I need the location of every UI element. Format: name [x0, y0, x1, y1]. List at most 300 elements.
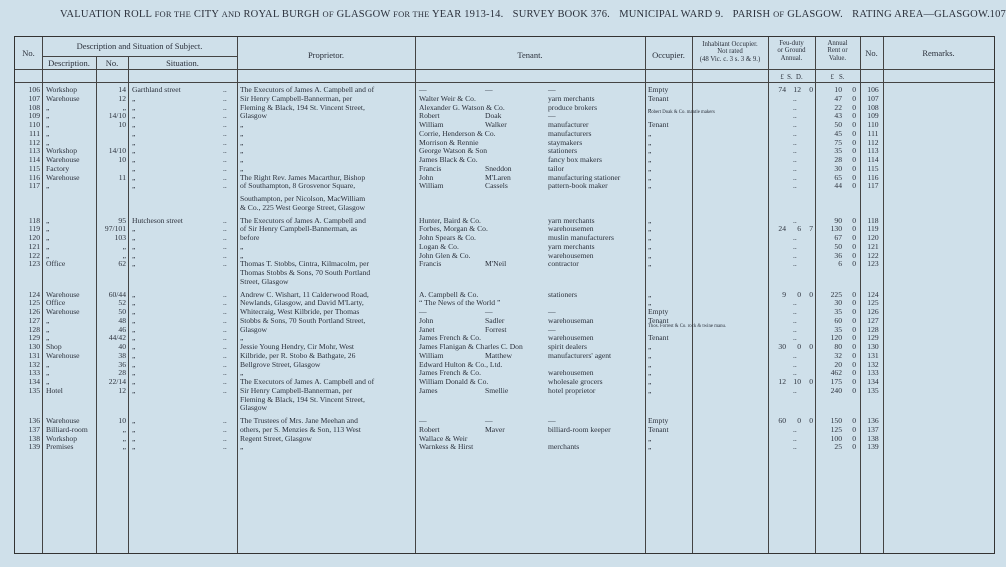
cell-sit: „ [132, 93, 136, 103]
cell-rl: 35 [834, 146, 842, 156]
col-rent-units: £ S. [830, 74, 845, 81]
cell-occ: Empty [648, 416, 669, 425]
leader-dots: .. [223, 342, 227, 351]
cell-dno: 97/101 [104, 224, 126, 234]
col-inhabitant: Inhabitant Occupier. Not rated (48 Vic. c. 3 s. 3 & 9.) [699, 41, 761, 63]
cell-rs: 0 [852, 359, 856, 369]
cell-ten1: Alexander G. Watson & Co. [419, 102, 505, 112]
leader-dots: .. [223, 424, 227, 434]
cell-prop: „ [240, 368, 244, 378]
cell-no: 132 [28, 359, 40, 369]
cell-rs: 0 [852, 433, 856, 443]
cell-desc: „ [46, 137, 50, 147]
leader-dots: .. [223, 120, 227, 129]
cell-desc: „ [46, 377, 50, 386]
cell-no: 106 [28, 85, 40, 94]
cell-no: 139 [28, 442, 40, 452]
cell-occ: „ [648, 163, 652, 173]
cell-no: 112 [28, 137, 40, 147]
cell-ten3: billiard-room keeper [548, 424, 611, 434]
cell-ten2: — [485, 307, 493, 316]
leader-dots: .. [223, 241, 227, 251]
cell-desc: „ [46, 128, 50, 138]
cell-feu-l: 30 [778, 342, 786, 351]
cell-no2: 120 [867, 233, 879, 242]
cell-desc: Warehouse [46, 155, 80, 164]
cell-ten1: Francis [419, 259, 442, 269]
cell-no: 111 [29, 128, 40, 138]
cell-rs: 0 [852, 155, 856, 164]
cell-rs: 0 [852, 259, 856, 269]
cell-rs: 0 [852, 120, 856, 129]
cell-ten1: John Glen & Co. [419, 250, 471, 260]
cell-no2: 106 [867, 85, 879, 94]
leader-dots: .. [793, 163, 797, 173]
cell-rl: 462 [830, 368, 842, 378]
leader-dots: .. [793, 241, 797, 251]
cell-sit: Hutcheson street [132, 215, 183, 225]
header-parish: PARISH OF GLASGOW. [732, 9, 843, 20]
cell-prop: & Co., 225 West George Street, Glasgow [240, 202, 366, 212]
cell-ten3: tailor [548, 163, 565, 173]
cell-dno: „ [122, 442, 126, 452]
cell-ten1: Corrie, Henderson & Co. [419, 128, 496, 138]
cell-ten3: fancy box makers [548, 155, 602, 164]
cell-no2: 115 [867, 163, 879, 173]
cell-desc: Workshop [46, 85, 78, 94]
table-row [15, 425, 994, 434]
leader-dots: .. [223, 233, 227, 242]
cell-rs: 0 [852, 146, 856, 156]
cell-feu-d: 0 [809, 342, 813, 351]
table-row [15, 342, 994, 351]
cell-prop: Jessie Young Hendry, Cir Mohr, West [240, 342, 355, 351]
cell-no: 122 [28, 250, 40, 260]
leader-dots: .. [223, 215, 227, 225]
cell-occ: „ [648, 385, 652, 395]
cell-prop: The Trustees of Mrs. Jane Meehan and [240, 416, 358, 425]
cell-ten3: hotel proprietor [548, 385, 596, 395]
cell-occ: „ [648, 368, 652, 378]
cell-feu-d: 0 [809, 289, 813, 299]
cell-feu-s: 6 [797, 224, 801, 234]
cell-occ: „ [648, 128, 652, 138]
leader-dots: .. [223, 111, 227, 121]
page-header [60, 9, 1006, 23]
cell-prop: „ [240, 146, 244, 156]
cell-prop: Kilbride, per R. Stobo & Bathgate, 26 [240, 350, 356, 360]
cell-prop: Southampton, per Nicolson, MacWilliam [240, 194, 366, 203]
table-row [15, 164, 994, 173]
col-remarks: Remarks. [922, 48, 955, 58]
leader-dots: .. [223, 307, 227, 316]
cell-occ: „ [648, 250, 652, 260]
cell-occ: „ [648, 137, 652, 147]
header-text: VALUATION ROLL FOR THE CITY AND ROYAL BURGH OF GLASGOW FOR THE YEAR 1913-14. [60, 9, 504, 20]
cell-ten3: merchants [548, 442, 580, 452]
cell-ten2: Doak [485, 111, 502, 121]
cell-rs: 0 [852, 137, 856, 147]
table-row [15, 120, 994, 129]
cell-sit: „ [132, 307, 136, 316]
col-feu-units: £ S. D. [780, 74, 803, 81]
cell-ten1: — [419, 85, 427, 94]
cell-ten1: Robert [419, 424, 440, 434]
cell-ten1: Logan & Co. [419, 241, 459, 251]
cell-dno: 28 [118, 368, 126, 378]
col-situation: Situation. [166, 58, 199, 68]
cell-ten3: produce brokers [548, 102, 598, 112]
cell-no2: 128 [867, 324, 879, 334]
table-row [15, 242, 994, 251]
table-row [15, 395, 994, 404]
cell-ten1: Francis [419, 163, 442, 173]
table-row [15, 129, 994, 138]
cell-occ: „ [648, 146, 652, 156]
cell-occ: „ [648, 215, 652, 225]
cell-sit: „ [132, 233, 136, 242]
leader-dots: .. [793, 155, 797, 164]
cell-rl: 60 [834, 315, 842, 325]
cell-no: 127 [28, 315, 40, 325]
cell-ten1: John [419, 172, 434, 182]
cell-sit: „ [132, 333, 136, 343]
cell-prop: of Sir Henry Campbell-Bannerman, as [240, 224, 358, 234]
leader-dots: .. [223, 93, 227, 103]
cell-no2: 134 [867, 377, 879, 386]
cell-rl: 175 [830, 377, 842, 386]
cell-ten2: — [485, 85, 493, 94]
cell-rs: 0 [852, 385, 856, 395]
cell-prop: The Executors of James A. Campbell and of [240, 85, 375, 94]
cell-ten3: pattern-book maker [548, 181, 608, 191]
cell-no2: 137 [867, 424, 879, 434]
cell-sit: „ [132, 102, 136, 112]
cell-ten1: “ The News of the World ” [419, 298, 501, 308]
cell-ten1: James [419, 385, 438, 395]
table-row [15, 377, 994, 386]
cell-ten3: — [548, 111, 556, 121]
cell-prop: before [240, 233, 260, 242]
cell-ten3: warehouseman [548, 315, 594, 325]
table-row [15, 111, 994, 120]
cell-rl: 28 [834, 155, 842, 164]
cell-sit: „ [132, 224, 136, 234]
cell-prop: Street, Glasgow [240, 276, 289, 286]
cell-no2: 135 [867, 385, 879, 395]
cell-ten3: yarn merchants [548, 241, 595, 251]
table-row [15, 251, 994, 260]
cell-sit: Garthland street [132, 85, 181, 94]
page-number: 107 [989, 9, 1006, 20]
cell-rl: 36 [834, 250, 842, 260]
cell-desc: Warehouse [46, 350, 80, 360]
cell-desc: „ [46, 315, 50, 325]
table-row [15, 298, 994, 307]
cell-prop: Sir Henry Campbell-Bannerman, per [240, 385, 353, 395]
cell-desc: Warehouse [46, 289, 80, 299]
cell-no: 108 [28, 102, 40, 112]
cell-dno: „ [122, 102, 126, 112]
cell-feu-l: 12 [778, 377, 786, 386]
cell-ten3: wholesale grocers [548, 377, 603, 386]
cell-ten3: manufacturer [548, 120, 589, 129]
cell-ten2: Cassels [485, 181, 508, 191]
cell-prop: „ [240, 241, 244, 251]
cell-no: 113 [28, 146, 40, 156]
leader-dots: .. [793, 120, 797, 129]
cell-desc: Workshop [46, 433, 78, 443]
leader-dots: .. [223, 128, 227, 138]
cell-ten3: yarn merchants [548, 215, 595, 225]
col-desc-group: Description and Situation of Subject. [76, 41, 203, 51]
cell-sit: „ [132, 120, 136, 129]
cell-rs: 0 [852, 342, 856, 351]
cell-no2: 125 [867, 298, 879, 308]
cell-feu-s: 10 [793, 377, 801, 386]
cell-feu-l: 74 [778, 85, 786, 94]
cell-ten3: manufacturers [548, 128, 592, 138]
leader-dots: .. [793, 424, 797, 434]
cell-dno: 14/10 [108, 146, 126, 156]
cell-sit: „ [132, 250, 136, 260]
table-row [15, 146, 994, 155]
leader-dots: .. [223, 324, 227, 334]
cell-feu-l: 24 [778, 224, 786, 234]
leader-dots: .. [793, 350, 797, 360]
leader-dots: .. [223, 155, 227, 164]
leader-dots: .. [793, 172, 797, 182]
cell-dno: 14 [118, 85, 126, 94]
cell-occ: „ [648, 224, 652, 234]
cell-no: 109 [28, 111, 40, 121]
cell-ten2: Walker [485, 120, 507, 129]
cell-rl: 75 [834, 137, 842, 147]
cell-no2: 107 [867, 93, 879, 103]
table-row [15, 203, 994, 212]
cell-rs: 0 [852, 128, 856, 138]
cell-desc: „ [46, 181, 50, 191]
cell-no2: 111 [867, 128, 879, 138]
leader-dots: .. [223, 433, 227, 443]
cell-rs: 0 [852, 442, 856, 452]
cell-occ: „ [648, 233, 652, 242]
cell-dno: „ [122, 250, 126, 260]
cell-rs: 0 [852, 377, 856, 386]
cell-desc: Workshop [46, 146, 78, 156]
cell-no2: 110 [867, 120, 879, 129]
cell-ten3: warehousemen [548, 333, 594, 343]
cell-desc: Office [46, 298, 66, 308]
cell-dno: „ [122, 424, 126, 434]
cell-ten1: James French & Co. [419, 333, 482, 343]
cell-occ: Thos. Forrest & Co. rock & twine manu. [648, 323, 727, 329]
cell-prop: The Executors of James A. Campbell and of [240, 377, 375, 386]
cell-sit: „ [132, 155, 136, 164]
cell-feu-d: 0 [809, 377, 813, 386]
cell-rl: 67 [834, 233, 842, 242]
cell-ten1: James Flanigan & Charles C. Don [419, 342, 523, 351]
cell-rl: 125 [830, 424, 842, 434]
table-row [15, 442, 994, 451]
cell-dno: 40 [118, 342, 126, 351]
cell-no2: 108 [867, 102, 879, 112]
leader-dots: .. [223, 181, 227, 191]
leader-dots: .. [793, 298, 797, 308]
leader-dots: .. [793, 181, 797, 191]
leader-dots: .. [793, 102, 797, 112]
cell-no2: 123 [867, 259, 879, 269]
cell-prop: Glasgow [240, 324, 267, 334]
cell-prop: „ [240, 250, 244, 260]
cell-sit: „ [132, 181, 136, 191]
cell-desc: „ [46, 250, 50, 260]
table-row [15, 351, 994, 360]
cell-prop: „ [240, 155, 244, 164]
leader-dots: .. [793, 324, 797, 334]
cell-ten1: Warnkess & Hirst [419, 442, 474, 452]
cell-rs: 0 [852, 250, 856, 260]
cell-ten2: M'Neil [485, 259, 507, 269]
cell-rs: 0 [852, 93, 856, 103]
cell-sit: „ [132, 424, 136, 434]
cell-rs: 0 [852, 350, 856, 360]
cell-rl: 35 [834, 324, 842, 334]
leader-dots: .. [793, 307, 797, 316]
cell-sit: „ [132, 385, 136, 395]
cell-occ: „ [648, 442, 652, 452]
cell-rl: 30 [834, 298, 842, 308]
cell-occ: „ [648, 350, 652, 360]
leader-dots: .. [223, 416, 227, 425]
cell-desc: Premises [46, 442, 74, 452]
cell-ten3: warehousemen [548, 224, 594, 234]
cell-occ: Empty [648, 85, 669, 94]
cell-no: 126 [28, 307, 40, 316]
cell-dno: 10 [118, 120, 126, 129]
cell-prop: Sir Henry Campbell-Bannerman, per [240, 93, 353, 103]
leader-dots: .. [793, 315, 797, 325]
cell-dno: 10 [118, 155, 126, 164]
cell-no2: 136 [867, 416, 879, 425]
cell-desc: „ [46, 102, 50, 112]
cell-no2: 121 [867, 241, 879, 251]
cell-prop: Stobbs & Sons, 70 South Portland Street, [240, 315, 366, 325]
leader-dots: .. [223, 359, 227, 369]
leader-dots: .. [223, 377, 227, 386]
cell-rl: 22 [834, 102, 842, 112]
cell-no2: 131 [867, 350, 879, 360]
cell-occ: „ [648, 298, 652, 308]
cell-ten1: John Spears & Co. [419, 233, 476, 242]
cell-rs: 0 [852, 102, 856, 112]
cell-rs: 0 [852, 172, 856, 182]
cell-prop: Newlands, Glasgow, and David M'Larty, [240, 298, 364, 308]
cell-occ: Tenant [648, 424, 669, 434]
cell-ten2: M'Laren [485, 172, 511, 182]
leader-dots: .. [223, 102, 227, 112]
cell-no2: 116 [867, 172, 879, 182]
leader-dots: .. [793, 233, 797, 242]
cell-no: 124 [28, 289, 40, 299]
table-row [15, 85, 994, 94]
table-row [15, 277, 994, 286]
cell-no2: 118 [867, 215, 879, 225]
cell-ten3: manufacturing stationer [548, 172, 621, 182]
col-proprietor: Proprietor. [307, 50, 345, 60]
table-row [15, 434, 994, 443]
cell-sit: „ [132, 359, 136, 369]
cell-dno: 22/14 [108, 377, 126, 386]
cell-dno: 12 [118, 93, 126, 103]
cell-dno: 38 [118, 350, 126, 360]
cell-rl: 10 [834, 85, 842, 94]
cell-ten3: warehousemen [548, 250, 594, 260]
cell-rl: 90 [834, 215, 842, 225]
leader-dots: .. [793, 333, 797, 343]
cell-rs: 0 [852, 424, 856, 434]
cell-prop: „ [240, 120, 244, 129]
cell-no: 134 [28, 377, 40, 386]
cell-no2: 132 [867, 359, 879, 369]
cell-rs: 0 [852, 111, 856, 121]
cell-rl: 44 [834, 181, 842, 191]
leader-dots: .. [223, 259, 227, 269]
cell-dno: 10 [118, 416, 126, 425]
leader-dots: .. [793, 259, 797, 269]
cell-sit: „ [132, 442, 136, 452]
leader-dots: .. [793, 215, 797, 225]
leader-dots: .. [793, 433, 797, 443]
cell-no2: 112 [867, 137, 879, 147]
cell-occ: „ [648, 259, 652, 269]
cell-dno: 60/44 [108, 289, 126, 299]
cell-dno: 95 [118, 215, 126, 225]
cell-rl: 80 [834, 342, 842, 351]
cell-desc: Shop [46, 342, 62, 351]
cell-no: 115 [28, 163, 40, 173]
cell-no: 131 [28, 350, 40, 360]
cell-no: 110 [28, 120, 40, 129]
cell-no2: 122 [867, 250, 879, 260]
cell-sit: „ [132, 315, 136, 325]
cell-ten2: — [485, 416, 493, 425]
cell-prop: „ [240, 137, 244, 147]
cell-rs: 0 [852, 215, 856, 225]
leader-dots: .. [793, 250, 797, 260]
cell-sit: „ [132, 433, 136, 443]
cell-rl: 50 [834, 241, 842, 251]
cell-rl: 32 [834, 350, 842, 360]
cell-ten1: Hunter, Baird & Co. [419, 215, 481, 225]
cell-occ: Robert Doak & Co. mantle makers [648, 110, 715, 116]
cell-occ: Tenant [648, 93, 669, 103]
cell-feu-s: 0 [797, 416, 801, 425]
cell-no2: 119 [867, 224, 879, 234]
table-row [15, 138, 994, 147]
cell-desc: Warehouse [46, 172, 80, 182]
cell-no2: 138 [867, 433, 879, 443]
leader-dots: .. [793, 93, 797, 103]
leader-dots: .. [223, 172, 227, 182]
cell-ten1: Forbes, Morgan & Co. [419, 224, 488, 234]
table-row [15, 216, 994, 225]
col-desc-no: No. [105, 58, 119, 68]
cell-ten2: Forrest [485, 324, 507, 334]
cell-prop: „ [240, 333, 244, 343]
table-row [15, 316, 994, 325]
cell-occ: „ [648, 289, 652, 299]
